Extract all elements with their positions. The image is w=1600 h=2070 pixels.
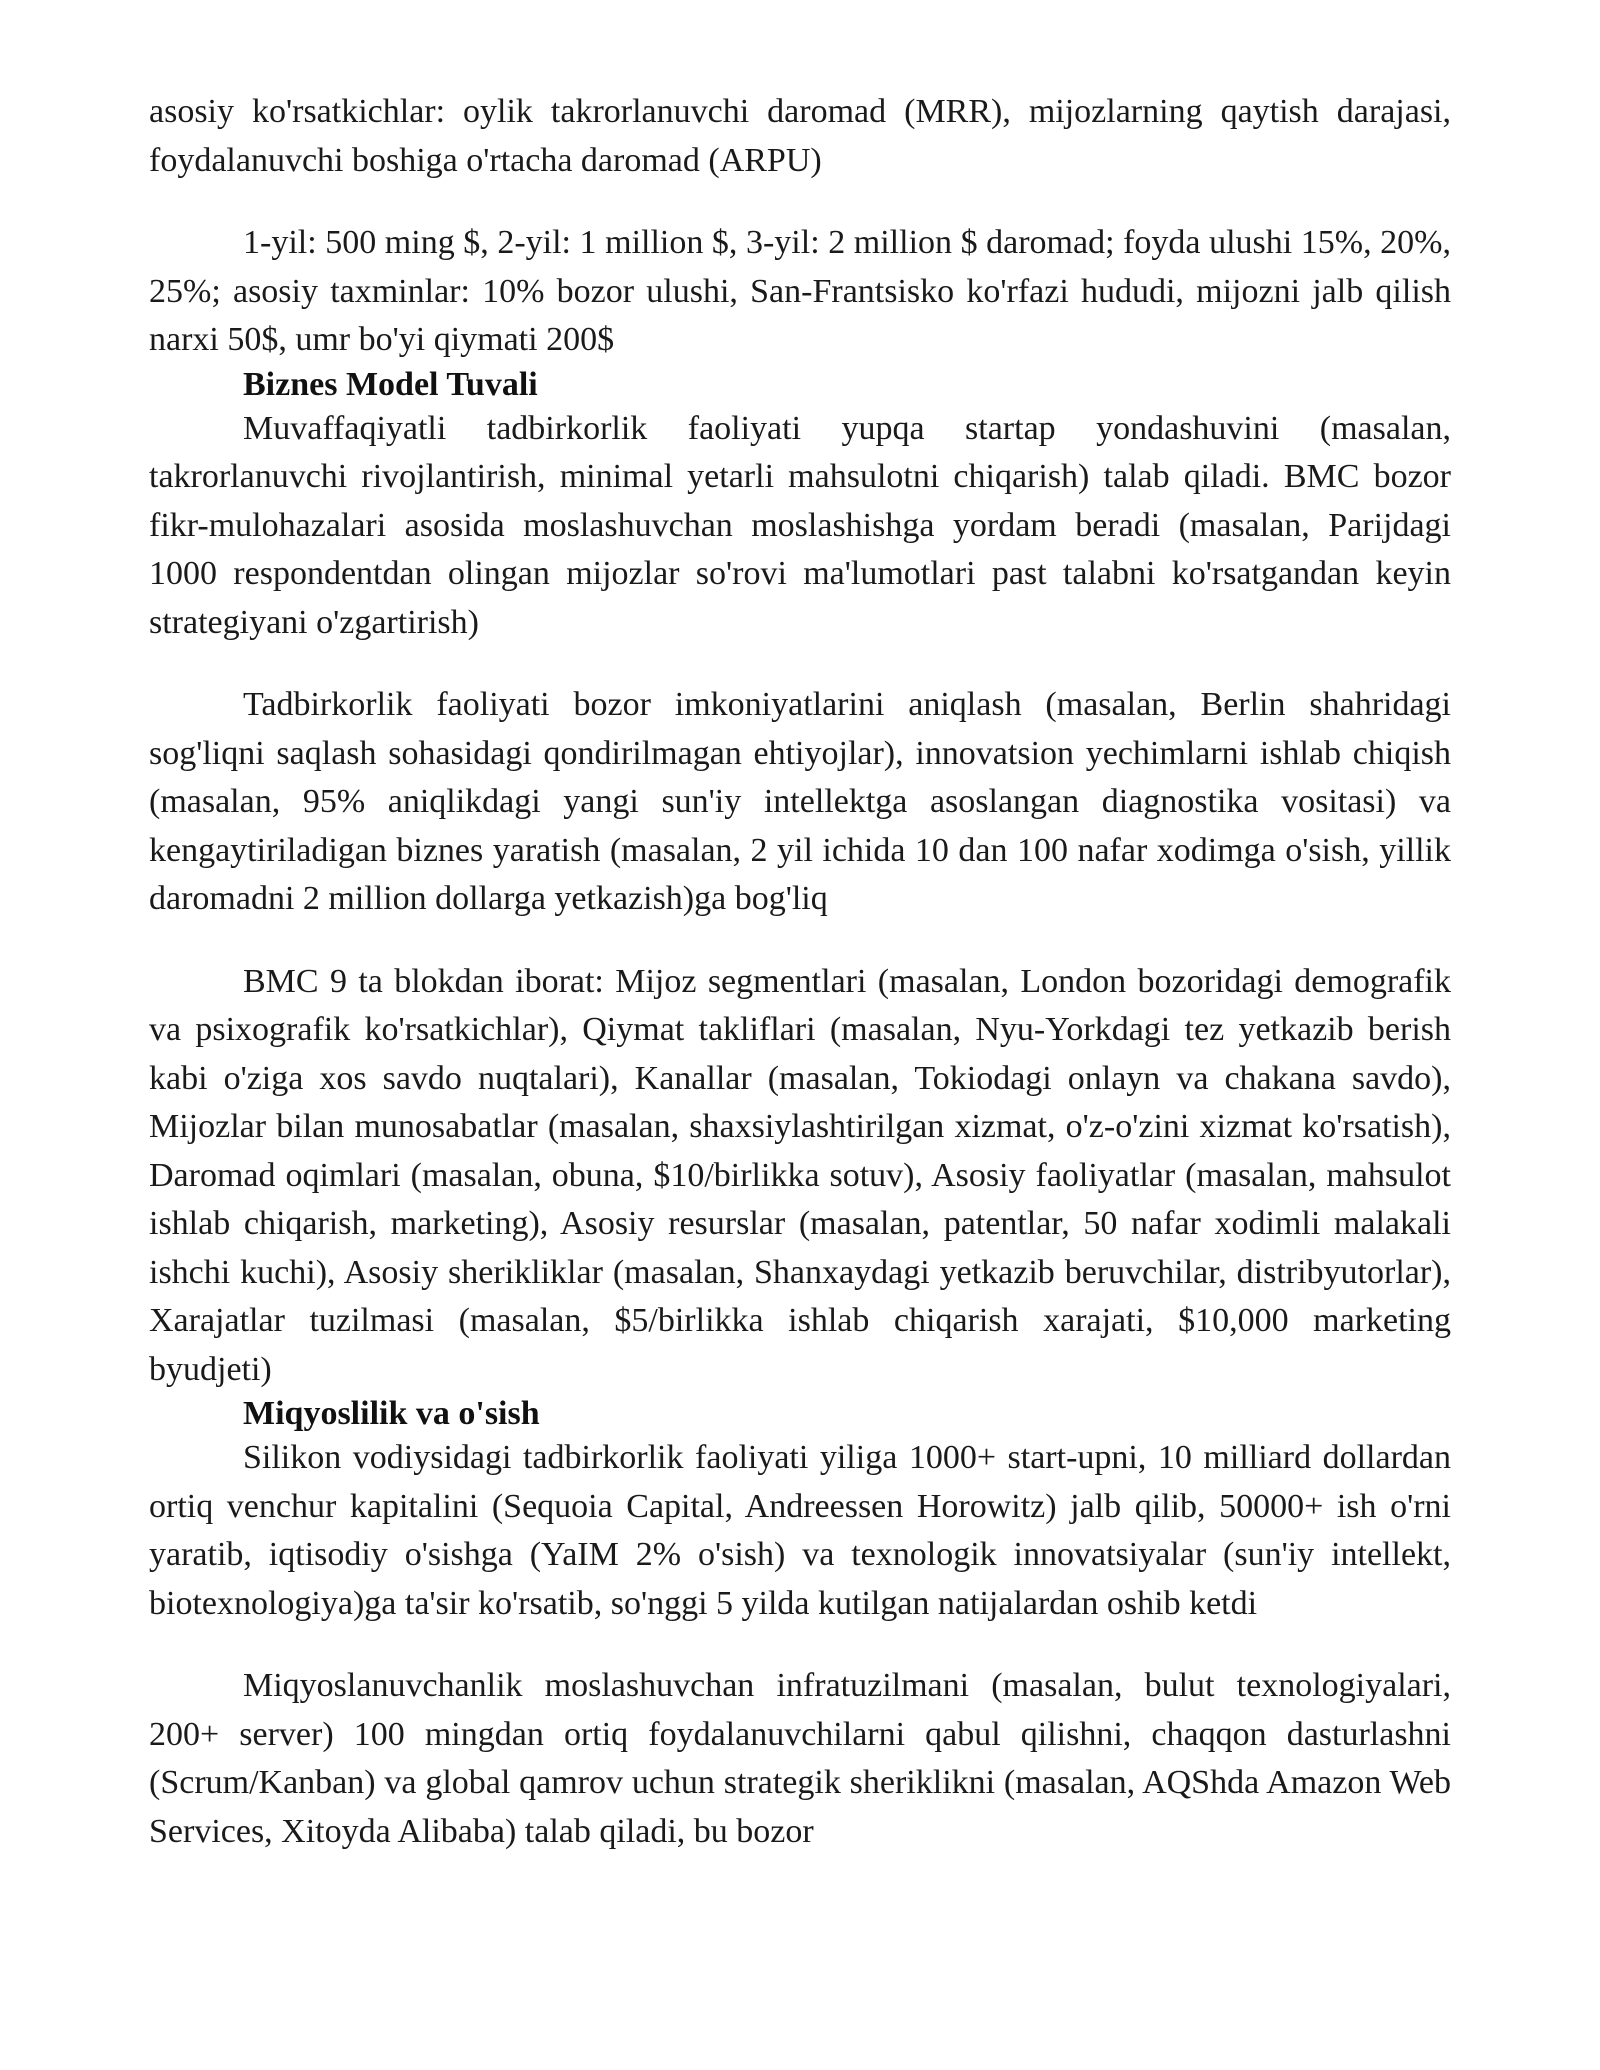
paragraph-silicon-valley: Silikon vodiysidagi tadbirkorlik faoliyati yiliga 1000+ start-upni, 10 milliard dollardan ortiq venchur kapitalini (Sequoia Capital, Andreessen Horowitz) jalb qilib, 50000+ ish o'rni yaratib, iqtisodiy o'sishga (YaIM 2% o'sish) va texnologik innovatsiyalar (sun'iy intellekt, biotexnologiya)ga ta'sir ko'rsatib, so'nggi 5 yilda kutilgan natijalardan oshib ketdi [149,1439,1451,1622]
paragraph-lean-startup: Muvaffaqiyatli tadbirkorlik faoliyati yupqa startap yondashuvini (masalan, takrorlanuvchi rivojlantirish, minimal yetarli mahsulotni chiqarish) talab qiladi. BMC bozor fikr-mulohazalari asosida moslashuvchan moslashishga yordam beradi (masalan, Parijdagi 1000 respondentdan olingan mijozlar so'rovi ma'lumotlari past talabni ko'rsatgandan keyin strategiyani o'zgartirish) [149,409,1451,641]
paragraph-bmc-blocks: BMC 9 ta blokdan iborat: Mijoz segmentlari (masalan, London bozoridagi demografik va psixografik ko'rsatkichlar), Qiymat takliflari (masalan, Nyu-Yorkdagi tez yetkazib berish kabi o'ziga xos savdo nuqtalari), Kanallar (masalan, Tokiodagi onlayn va chakana savdo), Mijozlar bilan munosabatlar (masalan, shaxsiylashtirilgan xizmat, o'z-o'zini xizmat ko'rsatish), Daromad oqimlari (masalan, obuna, $10/birlikka sotuv), Asosiy faoliyatlar (masalan, mahsulot ishlab chiqarish, marketing), Asosiy resurslar (masalan, patentlar, 50 nafar xodimli malakali ishchi kuchi), Asosiy sherikliklar (masalan, Shanxaydagi yetkazib beruvchilar, distribyutorlar), Xarajatlar tuzilmasi (masalan, $5/birlikka ishlab chiqarish xarajati, $10,000 marketing byudjeti) [149,962,1451,1388]
section-heading-scalability-growth: Miqyoslilik va o'sish [243,1395,540,1432]
paragraph-key-metrics: asosiy ko'rsatkichlar: oylik takrorlanuvchi daromad (MRR), mijozlarning qaytish darajasi, foydalanuvchi boshiga o'rtacha daromad (ARPU) [149,93,1451,179]
paragraph-market-opportunities: Tadbirkorlik faoliyati bozor imkoniyatlarini aniqlash (masalan, Berlin shahridagi sog'liqni saqlash sohasidagi qondirilmagan ehtiyojlar), innovatsion yechimlarni ishlab chiqish (masalan, 95% aniqlikdagi yangi sun'iy intellektga asoslangan diagnostika vositasi) va kengaytiriladigan biznes yaratish (masalan, 2 yil ichida 10 dan 100 nafar xodimga o'sish, yillik daromadni 2 million dollarga yetkazish)ga bog'liq [149,686,1451,917]
section-heading-business-model-canvas: Biznes Model Tuvali [243,365,538,403]
paragraph-scalability: Miqyoslanuvchanlik moslashuvchan infratuzilmani (masalan, bulut texnologiyalari, 200+ server) 100 mingdan ortiq foydalanuvchilarni qabul qilishni, chaqqon dasturlashni (Scrum/Kanban) va global qamrov uchun strategik sheriklikni (masalan, AQShda Amazon Web Services, Xitoyda Alibaba) talab qiladi, bu bozor [149,1667,1451,1850]
paragraph-revenue-forecast: 1-yil: 500 ming $, 2-yil: 1 million $, 3-yil: 2 million $ daromad; foyda ulushi 15%, 20%, 25%; asosiy taxminlar: 10% bozor ulushi, San-Frantsisko ko'rfazi hududi, mijozni jalb qilish narxi 50$, umr bo'yi qiymati 200$ [149,224,1451,358]
document-page [149,88,1451,1856]
